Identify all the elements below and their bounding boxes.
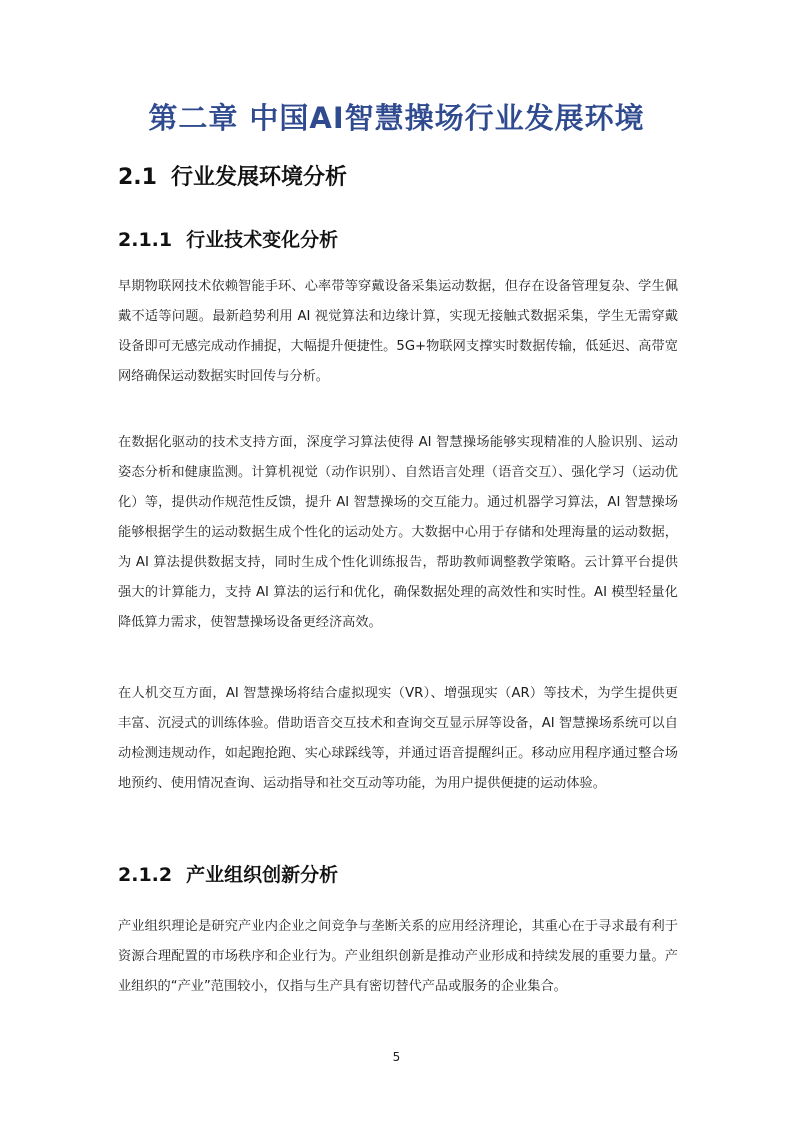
section-title: 行业发展环境分析 xyxy=(170,165,347,190)
section-heading xyxy=(118,160,347,191)
subsection-number: 2.1.1 xyxy=(118,229,173,251)
subsection-number: 2.1.2 xyxy=(118,864,173,886)
subsection-title: 产业组织创新分析 xyxy=(186,864,339,886)
paragraph: 产业组织理论是研究产业内企业之间竞争与垄断关系的应用经济理论，其重心在于寻求最有利于资源合理配置的市场秩序和企业行为。产业组织创新是推动产业形成和持续发展的重要力量。产业组织的“产业”范围较小，仅指与生产具有密切替代产品或服务的企业集合。 xyxy=(118,919,678,994)
paragraph: 在人机交互方面，AI 智慧操场将结合虚拟现实（VR）、增强现实（AR）等技术，为学生提供更丰富、沉浸式的训练体验。借助语音交互技术和查询交互显示屏等设备，AI 智慧操场系统可以自动检测违规动作，如起跑抢跑、实心球踩线等，并通过语音提醒纠正。移动应用程序通过整合场地预约、使用情况查询、运动指导和社交互动等功能，为用户提供便捷的运动体验。 xyxy=(118,686,678,791)
page-number: 5 xyxy=(392,1050,401,1064)
chapter-title: 第二章 中国AI智慧操场行业发展环境 xyxy=(148,101,645,135)
paragraph: 早期物联网技术依赖智能手环、心率带等穿戴设备采集运动数据，但存在设备管理复杂、学生佩戴不适等问题。最新趋势利用 AI 视觉算法和边缘计算，实现无接触式数据采集，学生无需穿戴设备即可无感完成动作捕捉，大幅提升便捷性。5G+物联网支撑实时数据传输，低延迟、高带宽网络确保运动数据实时回传与分析。 xyxy=(118,279,678,384)
paragraph: 在数据化驱动的技术支持方面，深度学习算法使得 AI 智慧操场能够实现精准的人脸识别、运动姿态分析和健康监测。计算机视觉（动作识别）、自然语言处理（语音交互）、强化学习（运动优化）等，提供动作规范性反馈，提升 AI 智慧操场的交互能力。通过机器学习算法，AI 智慧操场能够根据学生的运动数据生成个性化的运动处方。大数据中心用于存储和处理海量的运动数据，为 AI 算法提供数据支持，同时生成个性化训练报告，帮助教师调整教学策略。云计算平台提供强大的计算能力，支持 AI 算法的运行和优化，确保数据处理的高效性和实时性。AI 模型轻量化降低算力需求，使智慧操场设备更经济高效。 xyxy=(118,435,678,630)
subsection-heading-2 xyxy=(118,860,338,887)
subsection-heading-1 xyxy=(118,225,338,252)
section-number: 2.1 xyxy=(118,165,157,190)
subsection-title: 行业技术变化分析 xyxy=(186,229,339,251)
